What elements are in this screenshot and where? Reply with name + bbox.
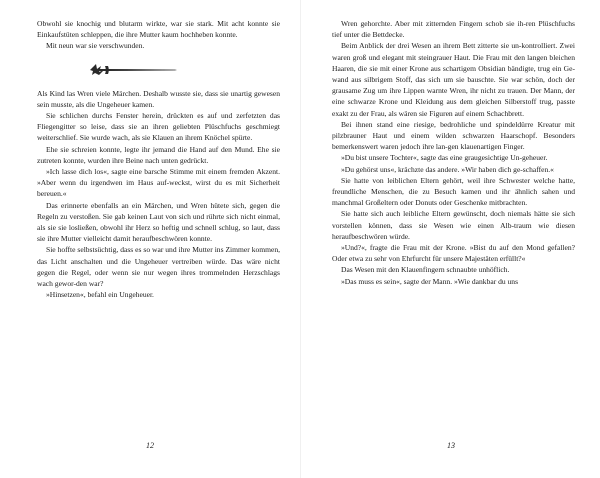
paragraph: Als Kind las Wren viele Märchen. Deshalb wusste sie, dass sie unartig gewesen sein musste, als die Ungeheuer kamen.	[37, 88, 280, 109]
chapter-separator	[37, 52, 280, 88]
left-page-text	[37, 18, 280, 300]
paragraph: Sie schlichen durchs Fenster herein, drückten es auf und zerfetzten das Fliegengitter so leise, dass sie an ihren geliebten Plüschfuchs geschmiegt weiterschlief. Sie wurde wach, als sie Klauen an ihrem Knöchel spürte.	[37, 111, 280, 143]
paragraph: Bei ihnen stand eine riesige, bedrohliche und spindeldürre Kreatur mit pilzbrauner Haut und einem wilden schwarzen Haarschopf. Besonders bemerkenswert waren jedoch ihre lan-gen klauenartigen Finger.	[332, 119, 575, 152]
paragraph: Obwohl sie knochig und blutarm wirkte, war sie stark. Mit acht konnte sie Einkaufstüten schleppen, die ihre Mutter kaum hochheben konnte.	[37, 19, 280, 40]
paragraph: »Hinsetzen«, befahl ein Ungeheuer.	[46, 290, 154, 300]
paragraph: Wren gehorchte. Aber mit zitternden Fingern schob sie ih-ren Plüschfuchs tief unter die Bettdecke.	[332, 19, 575, 40]
paragraph: Das erinnerte ebenfalls an ein Märchen, und Wren hütete sich, gegen die Regeln zu verstoßen. Sie gab keinen Laut von sich und rührte sich nicht einmal, als sie sie losließen, obwohl ihr Herz so heftig und schnell schlug, so laut, dass sie ihre Mutter vielleicht damit heraufbeschwören konnte.	[37, 200, 280, 244]
right-page	[300, 0, 600, 478]
page-number: 13	[447, 441, 455, 450]
paragraph: Sie hoffte selbstsüchtig, dass es so war und ihre Mutter ins Zimmer kommen, das Licht anschalten und die Ungeheuer vertreiben würde. Das wäre nicht gegen die Regel, oder wenn sie nur wegen ihres trommelnden Herzschlags wach gewor-den war?	[37, 245, 280, 289]
sword-icon	[87, 61, 179, 79]
paragraph: Das Wesen mit den Klauenfingern schnaubte unhöflich.	[341, 265, 510, 275]
paragraph: »Du gehörst uns«, krächzte das andere. »Wir haben dich ge-schaffen.«	[341, 164, 554, 174]
paragraph: »Ich lasse dich los«, sagte eine barsche Stimme mit einem fremden Akzent. »Aber wenn du irgendwen im Haus auf-weckst, wirst du es mit Sicherheit bereuen.«	[37, 167, 280, 199]
page-number: 12	[146, 441, 154, 450]
paragraph: Mit neun war sie verschwunden.	[46, 41, 145, 51]
paragraph: Ehe sie schreien konnte, legte ihr jemand die Hand auf den Mund. Ehe sie zutreten konnte, wurden ihre Beine nach unten gedrückt.	[37, 144, 280, 165]
paragraph: »Du bist unsere Tochter«, sagte das eine graugesichtige Un-geheuer.	[341, 153, 548, 163]
paragraph: Sie hatte sich auch leibliche Eltern gewünscht, doch niemals hätte sie sich vorstellen können, dass sie Wesen wie einen Alb-traum wie diesen heraufbeschwören würde.	[332, 209, 575, 241]
paragraph: Sie hatte von leiblichen Eltern gehört, weil ihre Schwester welche hatte, freundliche Menschen, die zu Besuch kamen und ihr ähnlich sahen und manchmal Großeltern oder Donuts oder Geschenke mitbrachten.	[332, 175, 575, 208]
right-page-text	[332, 18, 575, 287]
paragraph: »Das muss es sein«, sagte der Mann. »Wie dankbar du uns	[341, 276, 519, 286]
paragraph: »Und?«, fragte die Frau mit der Krone. »Bist du auf den Mond gefallen? Oder etwa zu sehr von Ehrfurcht für unsere Majestäten erfüllt?«	[332, 243, 575, 264]
paragraph: Beim Anblick der drei Wesen an ihrem Bett zitterte sie un-kontrolliert. Zwei waren groß und elegant mit steingrauer Haut. Die Frau mit den langen bleichen Haaren, die sie mit einer Krone aus schartigem Obsidian bändigte, trug ein Ge-wand aus silbrigem Stoff, das sich um sie bauschte. Sie war schön, doch der grausame Zug um ihre Lippen warnte Wren, ihr nicht zu trauen. Der Mann, der eine schwarze Krone und Kleidung aus dem gleichen Silberstoff trug, passte exakt zu der Frau, als wären sie Figuren auf einem Schachbrett.	[332, 41, 575, 118]
